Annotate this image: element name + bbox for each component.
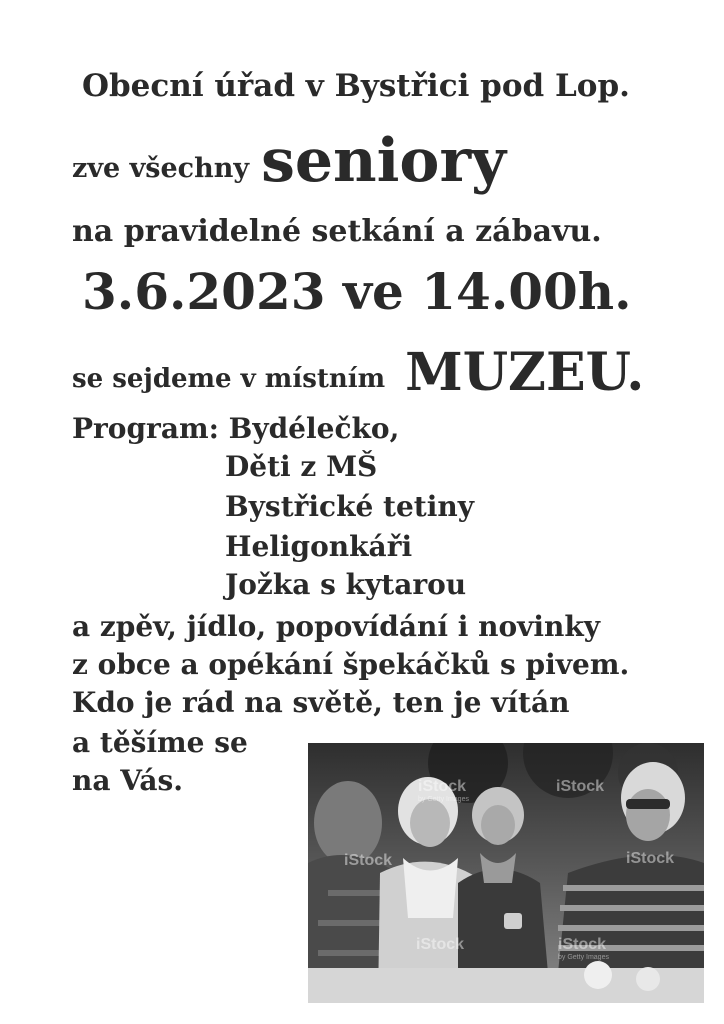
watermark-text: iStock	[558, 936, 607, 953]
closing-line: a těšíme se	[72, 726, 248, 759]
seniors-photo-illustration	[308, 743, 704, 1003]
meeting-line: na pravidelné setkání a zábavu.	[72, 214, 602, 249]
place-line	[72, 342, 644, 403]
watermark-subtext: by Getty Images	[558, 954, 609, 961]
invite-word: seniory	[261, 126, 506, 196]
closing-line: a zpěv, jídlo, popovídání i novinky	[72, 610, 601, 643]
seniors-photo	[308, 743, 704, 1003]
program-item: Děti z MŠ	[225, 450, 378, 483]
program-item: Heligonkáři	[225, 530, 413, 563]
poster-title: Obecní úřad v Bystřici pod Lop.	[82, 68, 630, 104]
closing-line: z obce a opékání špekáčků s pivem.	[72, 648, 630, 681]
closing-line: Kdo je rád na světě, ten je vítán	[72, 686, 570, 719]
closing-line: na Vás.	[72, 764, 184, 797]
watermark-text: iStock	[556, 778, 605, 795]
watermark-text: iStock	[418, 778, 467, 795]
watermark-subtext: by Getty Images	[418, 796, 469, 803]
program-item: Bystřické tetiny	[225, 490, 474, 523]
program-item: Jožka s kytarou	[225, 568, 467, 601]
watermark-text: iStock	[626, 850, 675, 867]
date-time: 3.6.2023 ve 14.00h.	[82, 262, 632, 321]
place-prefix: se sejdeme v místním	[72, 364, 386, 394]
watermark-text: iStock	[416, 936, 465, 953]
place-word: MUZEU.	[405, 342, 645, 403]
program-label: Program: Bydélečko,	[72, 412, 400, 445]
invite-prefix: zve všechny	[72, 153, 250, 184]
invite-line	[72, 126, 506, 196]
watermark-text: iStock	[344, 852, 393, 869]
